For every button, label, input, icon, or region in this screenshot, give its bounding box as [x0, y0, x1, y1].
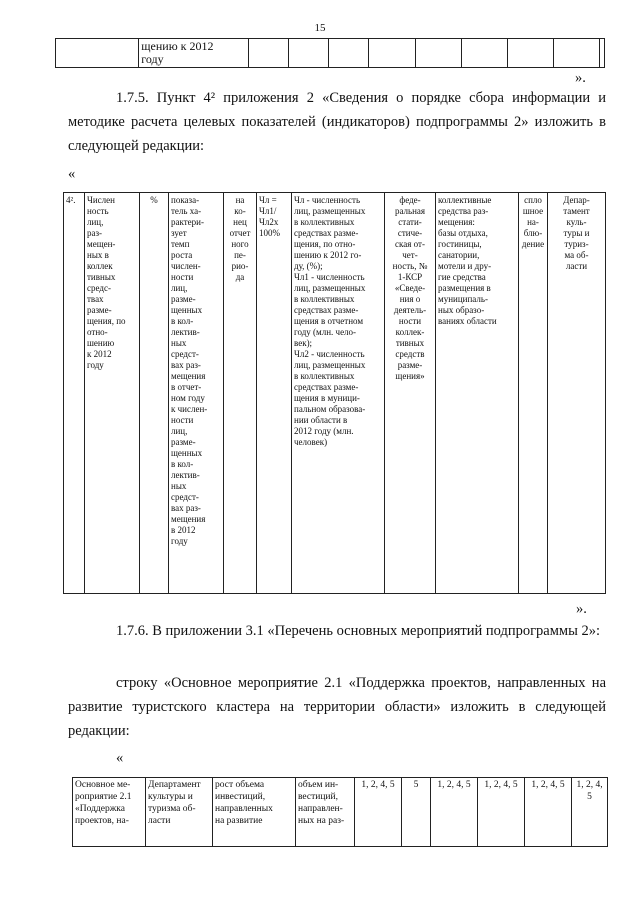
table-cell — [329, 39, 369, 68]
measure-expected-result: рост объема инвестиций, направленных на развитие — [213, 778, 296, 847]
table-cell: 5 — [402, 778, 431, 847]
table-cell — [553, 39, 599, 68]
formula: Чл = Чл1/ Чл2х 100% — [257, 193, 292, 594]
row-number: 4². — [64, 193, 85, 594]
table-cell — [507, 39, 553, 68]
paragraph-stroku: строку «Основное мероприятие 2.1 «Поддержка проектов, направленных на развитие туристского кластера на территории области» изложить в следующей редакции: — [68, 675, 606, 739]
opening-quote: « — [116, 750, 124, 766]
table-cell: 1, 2, 4, 5 — [525, 778, 572, 847]
table-cell — [56, 39, 139, 68]
paragraph-1-7-5: 1.7.5. Пункт 4² приложения 2 «Сведения о порядке сбора информации и методике расчета целевых показателей (индикаторов) подпрограммы 2» изложить в следующей редакции: — [68, 90, 606, 154]
table-cell: 1, 2, 4, 5 — [478, 778, 525, 847]
indicator-name: Числен ность лиц, раз- мещен- ных в коллек тивных средс- твах разме- щения, по отно- шению к 2012 году — [85, 193, 140, 594]
table-cell — [415, 39, 461, 68]
measure-name: Основное ме- роприятие 2.1 «Поддержка проектов, на- — [73, 778, 146, 847]
table-cell — [369, 39, 415, 68]
measure-executor: Департамент культуры и туризма об- ласти — [146, 778, 213, 847]
observation-units: коллективные средства раз- мещения: базы отдыха, гостиницы, санатории, мотели и дру- гие средства размещения в муниципаль- ных образо- ваниях области — [436, 193, 519, 594]
table-cell — [600, 39, 605, 68]
closing-quote: ». — [575, 70, 586, 86]
measure-indicator: объем ин- вестиций, направлен- ных на раз- — [296, 778, 355, 847]
table-cell: щению к 2012 году — [139, 39, 249, 68]
paragraph-1-7-6: 1.7.6. В приложении 3.1 «Перечень основных мероприятий подпрограммы 2»: — [116, 623, 600, 639]
collection-method: спло шное на- блю- дение — [519, 193, 548, 594]
table-cell: 1, 2, 4, 5 — [431, 778, 478, 847]
table-cell — [289, 39, 329, 68]
time-characteristic: на ко- нец отчет ного пе- рио- да — [224, 193, 257, 594]
opening-quote: « — [68, 166, 76, 182]
closing-quote: ». — [576, 601, 587, 617]
indicator-description: показа- тель ха- рактери- зует темп роста числен- ности лиц, разме- щенных в кол- лектив- ных средст- вах раз- мещения в отчет- ном году к числен- ности лиц, разме- щенных в кол- лектив- ных средст- вах раз- мещения в 2012 году — [169, 193, 224, 594]
table-row — [64, 193, 606, 594]
top-table-fragment — [55, 38, 605, 68]
unit: % — [140, 193, 169, 594]
variables-description: Чл - численность лиц, размещенных в коллективных средствах разме- щения, по отно- шению к 2012 го- ду, (%); Чл1 - численность лиц, размещенных в коллективных средствах разме- щения в отчетном году (млн. чело- век); Чл2 - численность лиц, размещенных в коллективных средствах разме- щения в муници- пальном образова- нии области в 2012 году (млн. человек) — [292, 193, 385, 594]
table-cell: 1, 2, 4, 5 — [572, 778, 608, 847]
table-row — [73, 778, 608, 847]
table-row — [56, 39, 605, 68]
measures-table — [72, 777, 608, 847]
table-cell — [248, 39, 288, 68]
indicator-table — [63, 192, 606, 594]
page-number: 15 — [314, 22, 326, 34]
table-cell — [461, 39, 507, 68]
data-source: феде- ральная стати- стиче- ская от- чет- ность, № 1-КСР «Сведе- ния о деятель- ности коллек- тивных средств разме- щения» — [385, 193, 436, 594]
table-cell: 1, 2, 4, 5 — [355, 778, 402, 847]
responsible-department: Депар- тамент куль- туры и туриз- ма об- ласти — [548, 193, 606, 594]
